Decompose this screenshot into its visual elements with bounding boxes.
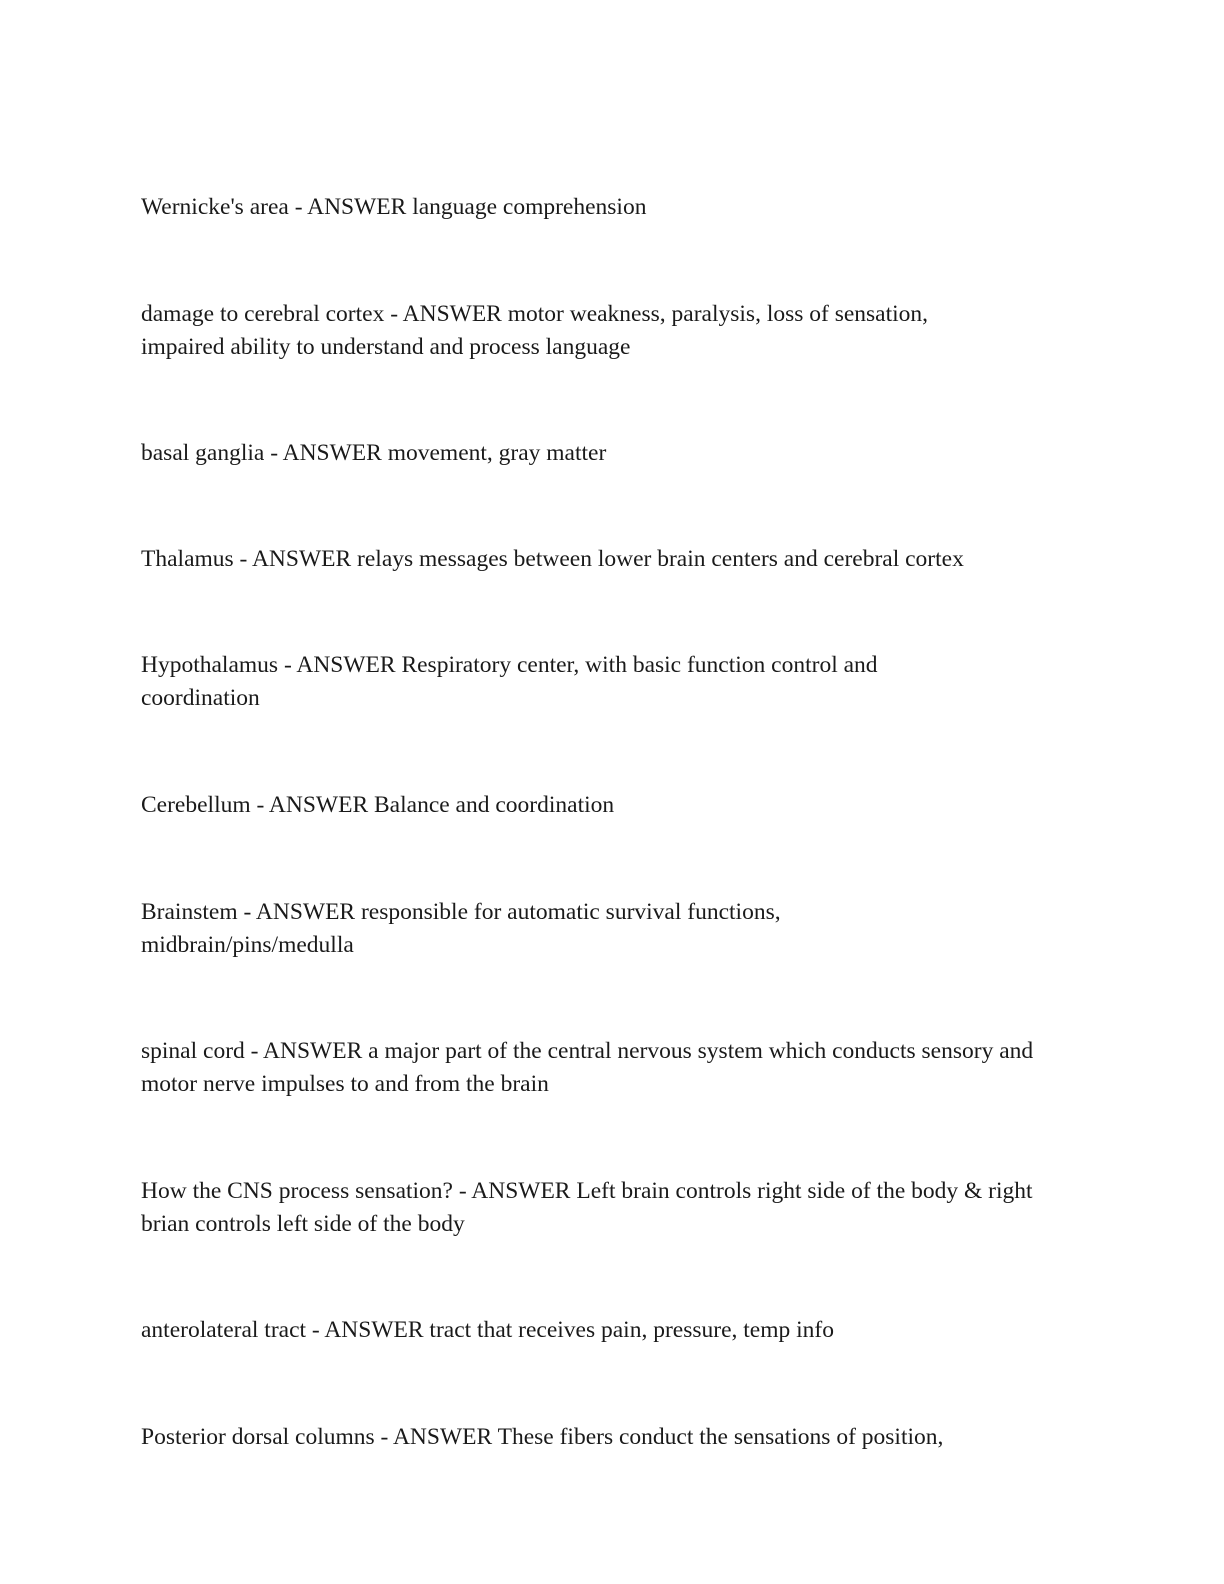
qa-entry-posterior-dorsal-columns: Posterior dorsal columns - ANSWER These fibers conduct the sensations of position, xyxy=(141,1424,944,1450)
qa-entry-brainstem: Brainstem - ANSWER responsible for automatic survival functions, midbrain/pins/medulla xyxy=(141,899,781,958)
qa-entry-cerebellum: Cerebellum - ANSWER Balance and coordination xyxy=(141,792,615,818)
qa-entry-cerebral-cortex-damage: damage to cerebral cortex - ANSWER motor weakness, paralysis, loss of sensation, impaired ability to understand and process language xyxy=(141,301,929,360)
qa-entry-anterolateral-tract: anterolateral tract - ANSWER tract that receives pain, pressure, temp info xyxy=(141,1317,834,1343)
qa-entry-wernickes-area: Wernicke's area - ANSWER language comprehension xyxy=(141,194,647,220)
qa-entry-cns-sensation: How the CNS process sensation? - ANSWER Left brain controls right side of the body & right brian controls left side of the body xyxy=(141,1178,1033,1237)
qa-entry-spinal-cord: spinal cord - ANSWER a major part of the central nervous system which conducts sensory and motor nerve impulses to and from the brain xyxy=(141,1038,1034,1097)
qa-entry-thalamus: Thalamus - ANSWER relays messages between lower brain centers and cerebral cortex xyxy=(141,546,964,572)
qa-entry-hypothalamus: Hypothalamus - ANSWER Respiratory center, with basic function control and coordination xyxy=(141,652,878,711)
qa-entry-basal-ganglia: basal ganglia - ANSWER movement, gray matter xyxy=(141,440,607,466)
